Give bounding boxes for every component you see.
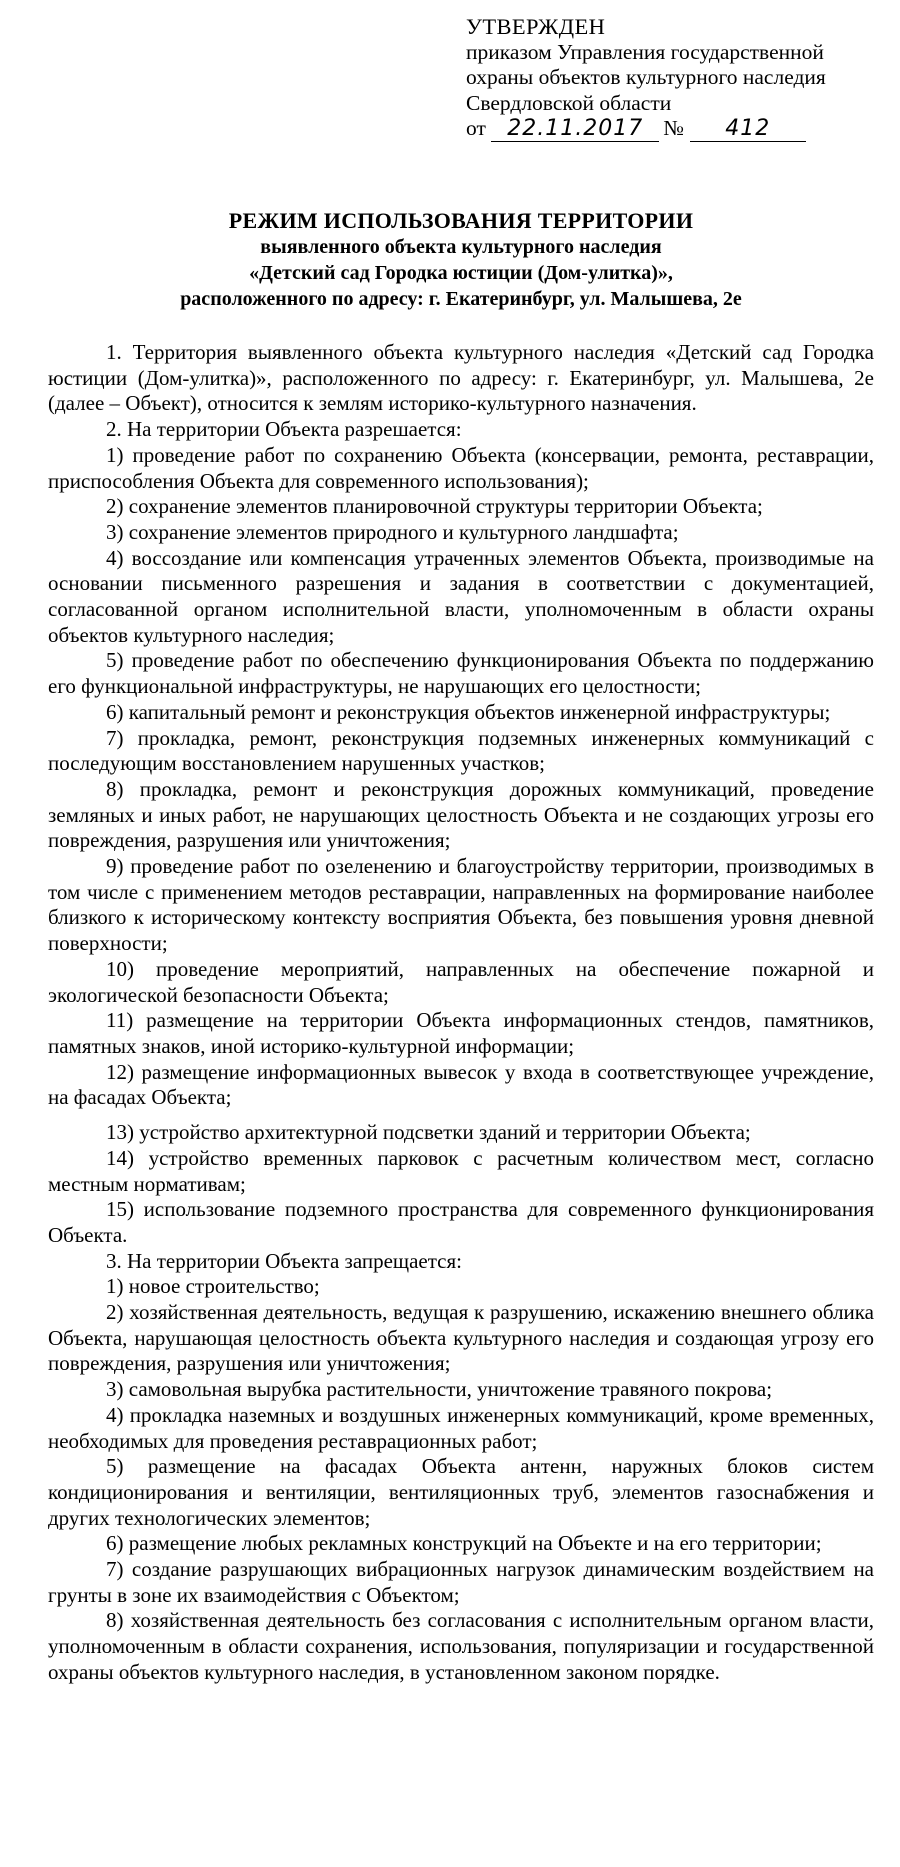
list-item: 10) проведение мероприятий, направленных на обеспечение пожарной и экологической безопасности Объекта; [48, 956, 874, 1007]
list-item: 9) проведение работ по озеленению и благоустройству территории, производимых в том числе с применением методов реставрации, направленных на формирование наиболее близкого к историческому контексту восприятия Объекта, без повышения уровня дневной поверхности; [48, 854, 874, 956]
title-line: РЕЖИМ ИСПОЛЬЗОВАНИЯ ТЕРРИТОРИИ [228, 208, 694, 233]
list-item: 4) воссоздание или компенсация утраченных элементов Объекта, производимые на основании письменного разрешения и задания в соответствии с документацией, согласованной органом исполнительной власти, уполномоченным в области охраны объектов культурного наследия; [48, 545, 874, 647]
approval-heading: УТВЕРЖДЕН [466, 14, 606, 39]
approval-date-number-line [466, 116, 826, 142]
subtitle-line: «Детский сад Городка юстиции (Дом-улитка)», [249, 262, 673, 284]
list-item: 2) хозяйственная деятельность, ведущая к разрушению, искажению внешнего облика Объекта, нарушающая целостность объекта культурного наследия и создающая угрозу его повреждения, разрушения или уничтожения; [48, 1300, 874, 1376]
handwritten-date: 22.11.2017 [491, 117, 659, 142]
subtitle-line: расположенного по адресу: г. Екатеринбург, ул. Малышева, 2е [180, 288, 742, 310]
document-title [48, 208, 874, 312]
subtitle-line: выявленного объекта культурного наследия [260, 236, 662, 258]
list-item: 1) новое строительство; [106, 1274, 320, 1299]
list-item: 5) проведение работ по обеспечению функционирования Объекта по поддержанию его функциональной инфраструктуры, не нарушающих его целостности; [48, 648, 874, 699]
list-item: 3) самовольная вырубка растительности, уничтожение травяного покрова; [106, 1377, 773, 1402]
document-body [48, 340, 874, 1686]
paragraph: 3. На территории Объекта запрещается: [106, 1248, 462, 1273]
approval-line: приказом Управления государственной [466, 39, 824, 64]
list-item: 8) прокладка, ремонт и реконструкция дорожных коммуникаций, проведение земляных и иных работ, не нарушающих целостность Объекта и не создающих угрозы его повреждения, разрушения или уничтожения; [48, 776, 874, 853]
list-item: 8) хозяйственная деятельность без согласования с исполнительным органом власти, уполномоченным в области сохранения, использования, популяризации и государственной охраны объектов культурного наследия, в установленном законом порядке. [48, 1608, 874, 1684]
number-label: № [663, 116, 684, 140]
list-item: 4) прокладка наземных и воздушных инженерных коммуникаций, кроме временных, необходимых для проведения реставрационных работ; [48, 1402, 874, 1453]
list-item: 5) размещение на фасадах Объекта антенн, наружных блоков систем кондиционирования и вентиляции, вентиляционных труб, элементов газоснабжения и других технологических элементов; [48, 1454, 874, 1530]
list-item: 15) использование подземного пространства для современного функционирования Объекта. [48, 1197, 874, 1247]
list-item: 13) устройство архитектурной подсветки зданий и территории Объекта; [106, 1120, 751, 1145]
list-item: 11) размещение на территории Объекта информационных стендов, памятников, памятных знаков, иной историко-культурной информации; [48, 1008, 874, 1058]
approval-line: Свердловской области [466, 90, 672, 115]
approval-line: охраны объектов культурного наследия [466, 65, 826, 89]
from-label: от [466, 116, 486, 140]
list-item: 3) сохранение элементов природного и культурного ландшафта; [106, 519, 679, 544]
list-item: 2) сохранение элементов планировочной структуры территории Объекта; [106, 494, 763, 519]
list-item: 14) устройство временных парковок с расчетным количеством мест, согласно местным нормативам; [48, 1145, 874, 1196]
paragraph: 1. Территория выявленного объекта культурного наследия «Детский сад Городка юстиции (Дом-улитка)», расположенного по адресу: г. Екатеринбург, ул. Малышева, 2е (далее – Объект), относится к землям историко-культурного назначения. [48, 340, 874, 416]
list-item: 12) размещение информационных вывесок у входа в соответствующее учреждение, на фасадах Объекта; [48, 1059, 874, 1110]
handwritten-number: 412 [690, 117, 806, 142]
paragraph: 2. На территории Объекта разрешается: [106, 417, 462, 442]
list-item: 6) размещение любых рекламных конструкций на Объекте и на его территории; [106, 1531, 822, 1556]
list-item: 7) создание разрушающих вибрационных нагрузок динамическим воздействием на грунты в зоне их взаимодействия с Объектом; [48, 1557, 874, 1607]
list-item: 6) капитальный ремонт и реконструкция объектов инженерной инфраструктуры; [106, 699, 831, 724]
list-item: 7) прокладка, ремонт, реконструкция подземных инженерных коммуникаций с последующим восстановлением нарушенных участков; [48, 725, 874, 776]
list-item: 1) проведение работ по сохранению Объекта (консервации, ремонта, реставрации, приспособления Объекта для современного использования); [48, 442, 874, 493]
approval-stamp [466, 14, 826, 142]
